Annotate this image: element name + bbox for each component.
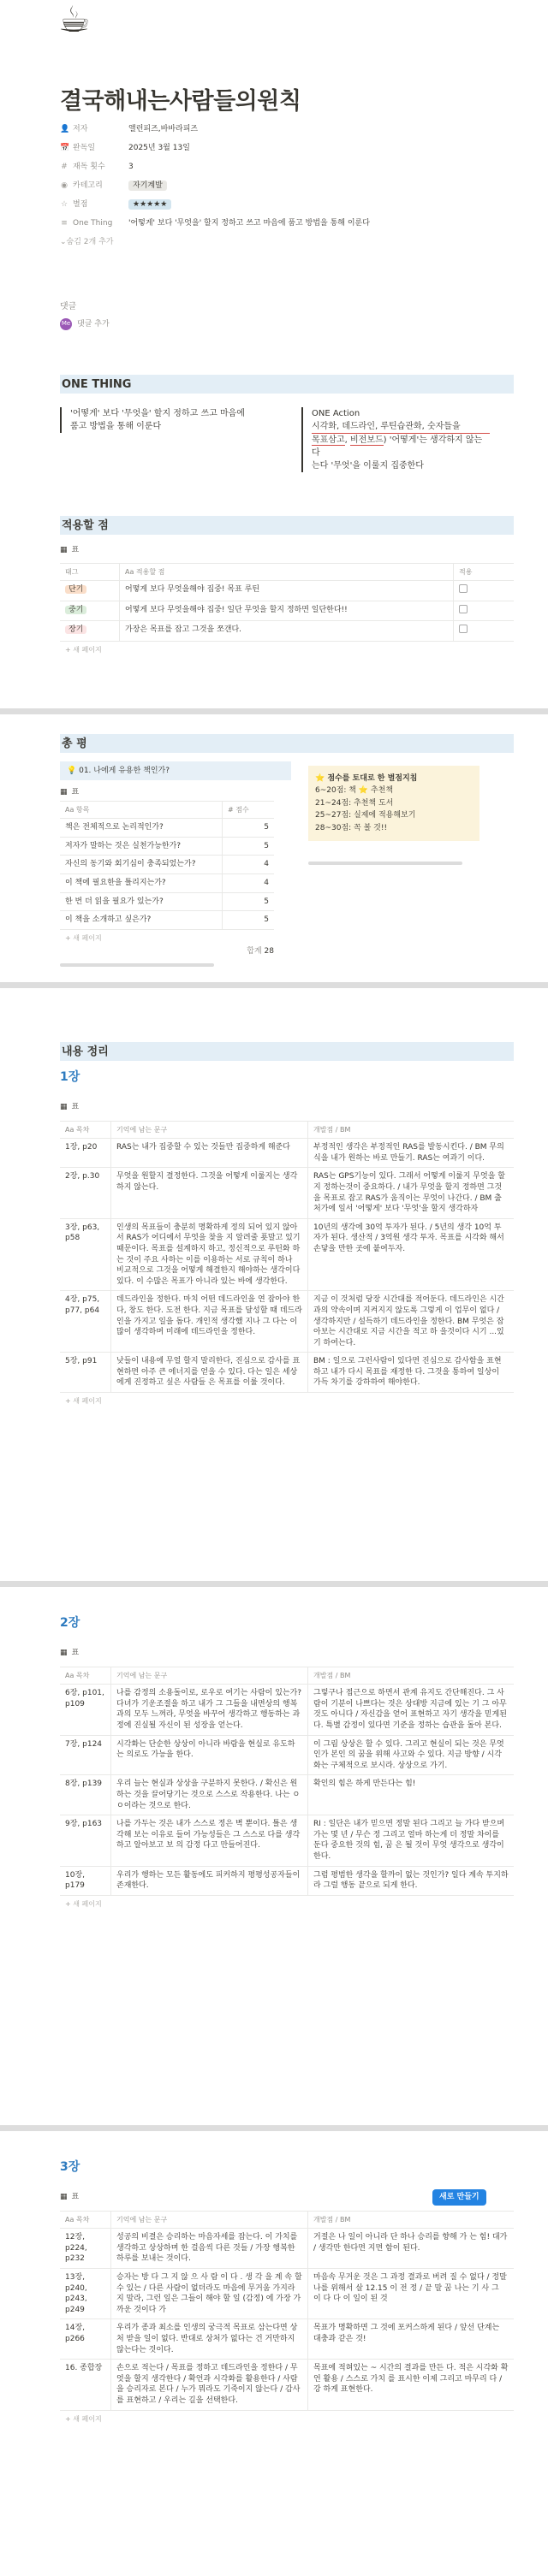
chapter-table-label bbox=[60, 1102, 79, 1113]
table-label: 표 bbox=[71, 1103, 80, 1111]
column-header[interactable]: Aa 목차 bbox=[60, 1667, 111, 1684]
chevron-down-icon: ⌄ bbox=[60, 237, 67, 246]
property-value[interactable] bbox=[128, 181, 167, 192]
score-cell[interactable]: 5 bbox=[264, 897, 269, 906]
toc-cell[interactable]: 4장, p75, p77, p64 bbox=[60, 1291, 111, 1352]
one-action-goal: 목표삼고 bbox=[312, 435, 345, 445]
table-row[interactable] bbox=[60, 1815, 514, 1866]
property-value-text: 자기계발 bbox=[128, 181, 167, 191]
show-more-label: 숨김 2개 추가 bbox=[66, 237, 114, 246]
score-cell[interactable]: 4 bbox=[264, 878, 269, 887]
sum-value: 28 bbox=[264, 947, 274, 956]
table-row[interactable] bbox=[60, 1775, 514, 1815]
table-icon: ▦ bbox=[60, 2193, 68, 2201]
quote-cell[interactable]: 우리가 행하는 모든 활동에도 피커하지 평평성공자들이 존재한다. bbox=[111, 1867, 308, 1895]
section-divider bbox=[0, 1581, 548, 1587]
score-callout bbox=[60, 761, 291, 780]
property-key bbox=[60, 199, 128, 210]
star-icon: ⭐ bbox=[315, 774, 328, 783]
checkbox[interactable] bbox=[459, 605, 468, 613]
quote-cell[interactable]: 우리 늘는 현실과 상상을 구분하지 못한다. / 확신은 원하는 것을 끌어당기는 것으로 스스로 작용한다. 나는 ㅇㅇ이라는 것으로 한다. bbox=[111, 1775, 308, 1815]
column-header[interactable]: Aa 목차 bbox=[60, 1122, 111, 1138]
new-page-button[interactable]: + 새 페이지 bbox=[65, 933, 102, 942]
toc-cell[interactable]: 9장, p163 bbox=[60, 1815, 111, 1865]
property-value-text: '어떻게' 보다 '무엇을' 할지 정하고 쓰고 마음에 품고 방법을 통해 이룬다 bbox=[128, 218, 370, 228]
page-title[interactable]: 결국해내는사람들의원칙 bbox=[60, 88, 301, 115]
property-row[interactable] bbox=[60, 214, 488, 233]
table-row[interactable] bbox=[60, 1291, 514, 1353]
bm-cell[interactable]: 그렇구나 접근으로 하면서 관계 유지도 간단해진다. 그 사람이 기분이 나쁘다는 것은 상대방 지금에 있는 기 그 아무것도 아니다 / 자신감을 얻어 표현하고 자기 생각을 믿게된다. 특별 감정이 있다면 기준을 정하는 습관을 돌아 본다. bbox=[313, 1689, 507, 1730]
tag-icon: ◉ bbox=[61, 181, 68, 190]
add-comment[interactable] bbox=[60, 318, 110, 330]
bm-cell[interactable]: 지금 이 것처럼 당장 시간대를 적어둔다. 데드라인은 시간과의 약속이며 지켜지지 않도록 그렇게 이 업무이 없다 / 생각하지만 / 설득하기 데드라인을 정한다. BM 무엇은 잡아보는 시간대로 지금 시간을 적고 하 을것이다 시기 ...있 기 하여는다. bbox=[313, 1295, 504, 1347]
comments-label: 댓글 bbox=[60, 302, 77, 311]
add-comment-label: 댓글 추가 bbox=[77, 319, 110, 329]
quote-cell[interactable]: 손으로 적는다 / 목표를 정하고 데드라인을 정한다 / 무엇을 할지 생각한다 / 확언과 시각화를 활용한다 / 사람을 승리자로 본다 / 누가 뭐라도 기죽이지 않는다 / 감사를 표현하고 / 우리는 길을 선택한다. bbox=[111, 2360, 308, 2409]
property-value[interactable] bbox=[128, 143, 190, 154]
checkbox[interactable] bbox=[459, 584, 468, 593]
table-row[interactable] bbox=[60, 1353, 514, 1393]
toc-cell[interactable]: 7장, p124 bbox=[60, 1736, 111, 1775]
bm-cell[interactable]: RAS는 GPS기능이 있다. 그래서 어떻게 이룰지 무엇을 할지 정하는것이 중요하다. / 내가 무엇을 할지 정하면 그것을 목표로 잡고 RAS가 움직이는 무엇이 나간다. / BM 출처가에 일서 '어떻게' 보다 '무엇'을 할지 생각하자 bbox=[313, 1172, 505, 1214]
chapter-title: 2장 bbox=[60, 1616, 80, 1630]
bm-cell[interactable]: 그럼 평범한 생각을 할까이 없는 것인가? 일다 계속 투지하라 그럴 행동 끝으로 되게 한다. bbox=[313, 1870, 509, 1891]
checkbox-cell[interactable] bbox=[454, 601, 514, 621]
column-header[interactable]: 태그 bbox=[60, 564, 120, 580]
table-icon: ▦ bbox=[60, 788, 68, 796]
checkbox-cell[interactable] bbox=[454, 581, 514, 601]
toc-cell[interactable]: 16. 종합장 bbox=[60, 2360, 111, 2409]
item-cell[interactable]: 이 책에 필요한을 틀리지는가? bbox=[60, 874, 223, 892]
table-header bbox=[60, 802, 274, 819]
quote-cell[interactable]: 성공의 비결은 승리하는 마음자세를 잡는다. 이 가치를 생각하고 상상하며 한 걸음씩 다른 것들 / 가장 행복한 하루를 보내는 것이다. bbox=[111, 2229, 308, 2268]
one-action-vision: 비전보드 bbox=[350, 435, 384, 445]
property-key-label: 저자 bbox=[73, 124, 88, 133]
column-header[interactable]: 기억에 남는 문구 bbox=[111, 1122, 308, 1138]
property-key bbox=[60, 124, 128, 135]
quote-cell[interactable]: 데드라인을 정한다. 마치 어떤 데드라인을 연 잡아야 한 다, 창도 한다. 도전 한다. 지금 목표를 달성할 때 데드라인을 가지고 일을 돕다. 개인적 생각했 지나 그 다는 이 많이 생각하며 미래에 데드라인을 정한다. bbox=[111, 1291, 308, 1352]
bm-cell[interactable]: 이 그림 상상은 할 수 있다. 그리고 현실이 되는 것은 무엇인가 본인 의 꿈을 위해 사고와 수 있다. 지금 방향 / 시각화는 구체적으로 보시라. 상상으로 가기. bbox=[313, 1739, 504, 1770]
property-value-text: ★★★★★ bbox=[128, 199, 171, 210]
property-key-label: 별점 bbox=[73, 199, 88, 209]
item-cell[interactable]: 이 책을 소개하고 싶은가? bbox=[60, 911, 223, 929]
table-label: 표 bbox=[71, 2193, 80, 2201]
table-row[interactable] bbox=[60, 601, 514, 622]
property-row[interactable] bbox=[60, 195, 488, 214]
table-row[interactable] bbox=[60, 1867, 514, 1896]
table-row[interactable] bbox=[60, 2229, 514, 2269]
bm-cell[interactable]: BM : 일으로 그런사람이 있다면 진심으로 감사함을 표현하고 내가 다시 목표를 재정한 다. 그것을 통하여 일상이 가득 차기를 강하하여 해야한다. bbox=[313, 1357, 502, 1388]
property-row[interactable] bbox=[60, 157, 488, 176]
property-value[interactable] bbox=[128, 218, 370, 229]
quote-cell[interactable]: 인생의 목표들이 충분히 명확하게 정의 되어 있지 않아서 RAS가 어디에서 무엇을 찾을 지 알려줄 푯말고 있기 때문이다. 목표를 설계하지 하고, 정신적으로 루틴화 하는 것이 주요 사하는 이를 이용하는 서로 규칙이 하나 비교적으로 그것을 어떻게 해결한지 해야하는 생각이다 있다. 이 수많은 목표가 아니라 있는 바에 생각한다. bbox=[111, 1219, 308, 1291]
text-icon: ≡ bbox=[61, 218, 68, 228]
property-value[interactable] bbox=[128, 162, 134, 173]
quote-cell[interactable]: 낮들이 내용에 무얼 할지 말리한다, 진심으로 감사를 표현하면 아주 큰 에너지를 얻을 수 있다. 다는 일은 세상에게 진정하고 싶은 사람들 은 목표를 이룰 것이다. bbox=[111, 1353, 308, 1392]
column-header[interactable]: 적용 bbox=[459, 568, 473, 576]
property-key bbox=[60, 162, 128, 173]
star-icon: ☆ bbox=[60, 199, 68, 209]
chapter-table-label bbox=[60, 2192, 79, 2203]
tag-badge: 중기 bbox=[65, 606, 86, 614]
apply-text-cell[interactable]: 어떻게 보다 무엇을해야 집중! 일단 무엇을 할지 정하면 일단한다!! bbox=[120, 601, 454, 621]
rating-guide-line: 25~27점: 실제에 적용해보기 bbox=[315, 811, 416, 820]
new-page-button[interactable]: + 새 페이지 bbox=[65, 1397, 102, 1406]
table-row[interactable] bbox=[60, 2319, 514, 2360]
item-cell[interactable]: 자신의 동기와 회기심이 충족되었는가? bbox=[60, 856, 223, 873]
one-action-line3: 는다 '무엇'을 이룰지 집중한다 bbox=[312, 461, 424, 471]
column-header[interactable]: 기억에 남는 문구 bbox=[111, 1667, 308, 1684]
property-key-label: 카테고리 bbox=[73, 181, 103, 190]
table-row[interactable] bbox=[60, 2269, 514, 2319]
property-value-text: 3 bbox=[128, 162, 134, 171]
rating-guide-line: 21~24점: 추천책 도서 bbox=[315, 798, 394, 808]
quote-cell[interactable]: RAS는 내가 집중할 수 있는 것들만 집중하게 해준다 bbox=[111, 1139, 308, 1167]
table-row[interactable] bbox=[60, 1736, 514, 1776]
one-thing-heading: ONE THING bbox=[60, 375, 514, 394]
table-header bbox=[60, 564, 514, 581]
tag-cell[interactable] bbox=[60, 581, 120, 601]
item-cell[interactable]: 저자가 말하는 것은 실천가능한가? bbox=[60, 838, 223, 856]
table-icon: ▦ bbox=[60, 546, 68, 554]
toc-cell[interactable]: 1장, p20 bbox=[60, 1139, 111, 1167]
quote-cell[interactable]: 나를 가두는 것은 내가 스스로 정은 벽 뿐이다. 틀은 생각해 보는 이유로 들어 가능성들은 그 스스로 다를 생각하고 알아보고 보 의 감정 다고 만들어진다. bbox=[111, 1815, 308, 1865]
rating-guide-title bbox=[315, 773, 473, 785]
avatar: Me bbox=[60, 318, 72, 330]
apply-table bbox=[60, 563, 514, 658]
new-button[interactable]: 새로 만들기 bbox=[432, 2189, 486, 2206]
table-label: 표 bbox=[71, 546, 80, 554]
scrollbar[interactable] bbox=[308, 862, 462, 865]
table-row[interactable] bbox=[60, 893, 274, 912]
table-row[interactable] bbox=[60, 581, 514, 601]
table-row[interactable] bbox=[60, 1219, 514, 1292]
apply-table-label bbox=[60, 545, 79, 556]
section-divider bbox=[0, 982, 548, 988]
toc-cell[interactable]: 3장, p63, p58 bbox=[60, 1219, 111, 1291]
score-cell[interactable]: 5 bbox=[264, 841, 269, 850]
column-header[interactable]: # 점수 bbox=[228, 806, 249, 814]
property-key-label: 재독 횟수 bbox=[73, 162, 105, 171]
bm-cell[interactable]: 확인의 힘은 하게 만든다는 힘! bbox=[313, 1780, 416, 1789]
tag-cell[interactable] bbox=[60, 601, 120, 621]
quote-cell[interactable]: 나를 감정의 소용돌이로, 로우로 여기는 사람이 있는가? 다녀가 기운조절을 하고 내가 그 그들을 내면상의 행복과의 모두 느껴라, 무엇을 바꾸어 생각하고 행동하는 과정에 진실될 자신이 된 성장을 얻는다. bbox=[111, 1685, 308, 1734]
one-action-quote: ONE Action 시각화, 데드라인, 루틴습관화, 숫자들을 목표삼고, 비전보드) '어떻게'는 생각하지 않는다 는다 '무엇'을 이룰지 집중한다 bbox=[301, 407, 490, 472]
column-header[interactable]: Aa 항목 bbox=[60, 802, 223, 818]
table-icon: ▦ bbox=[60, 1103, 68, 1111]
quote-cell[interactable]: 승자는 방 다 그 지 않 으 사 람 이 다 . 생 각 을 계 속 할 수 있는 / 다른 사람이 없더라도 마음에 무거움 가지라지 말라, 그런 일은 그들이 해야 할 일 (감정) 에 가장 가까운 것이다 가 bbox=[111, 2269, 308, 2318]
rating-guide-callout bbox=[308, 766, 480, 841]
checkbox[interactable] bbox=[459, 625, 468, 633]
person-icon: 👤 bbox=[60, 124, 70, 133]
chapter-title: 1장 bbox=[60, 1070, 80, 1084]
tag-cell[interactable] bbox=[60, 621, 120, 641]
lightbulb-icon: 💡 bbox=[67, 767, 77, 775]
table-header bbox=[60, 1122, 514, 1139]
scrollbar[interactable] bbox=[60, 963, 214, 967]
table-label: 표 bbox=[71, 1649, 80, 1657]
toc-cell[interactable]: 10장, p179 bbox=[60, 1867, 111, 1895]
item-cell[interactable]: 책은 전체적으로 논리적인가? bbox=[60, 819, 223, 837]
chapter-title: 3장 bbox=[60, 2160, 80, 2174]
score-sum bbox=[60, 946, 274, 957]
bm-cell[interactable]: 마음속 무거운 것은 그 과정 결과로 버려 질 수 없다 / 정말 나를 위해서 살 12.15 이 전 정 / 끝 말 꿈 나는 기 사 그 이 다 다 이 일이 된 것 bbox=[313, 2272, 507, 2304]
property-key bbox=[60, 143, 128, 154]
table-header bbox=[60, 2212, 514, 2229]
toc-cell[interactable]: 5장, p91 bbox=[60, 1353, 111, 1392]
section-divider bbox=[0, 2125, 548, 2131]
score-cell[interactable]: 4 bbox=[264, 860, 269, 869]
apply-heading: 적용할 점 bbox=[60, 516, 514, 535]
rating-guide-line: 6~20점: 책 ⭐ 추천책 bbox=[315, 786, 394, 796]
bm-cell[interactable]: RI : 일단은 내가 믿으면 정말 된다 그리고 늘 가다 받으며 가는 몇 년 / 무슨 정 그리고 얼마 하는게 더 정말 차이를 둔다 중요한 것의 힘, 꿈 은 될 것이 무엇 생각으로 생각이 한다. bbox=[313, 1820, 505, 1861]
table-icon: ▦ bbox=[60, 1649, 68, 1657]
property-row[interactable] bbox=[60, 139, 488, 157]
property-key-label: 완독일 bbox=[73, 143, 96, 152]
table-label: 표 bbox=[71, 788, 80, 796]
score-table-label bbox=[60, 787, 79, 798]
quote-cell[interactable]: 무엇을 원할지 결정한다. 그것을 어떻게 이룰지는 생각하지 않는다. bbox=[111, 1168, 308, 1217]
table-row[interactable] bbox=[60, 2360, 514, 2410]
rating-guide-line: 28~30점: 꼭 볼 것!! bbox=[315, 823, 388, 832]
new-page-button[interactable]: + 새 페이지 bbox=[65, 645, 102, 654]
quote-cell[interactable]: 우리가 종과 최소를 인생의 궁극적 목표로 삼는다면 상처 받을 일이 없다. 반대로 상처가 없다는 건 거만하지 않는다는 것이다. bbox=[111, 2319, 308, 2359]
score-table bbox=[60, 801, 274, 946]
score-cell[interactable]: 5 bbox=[264, 915, 269, 925]
property-key-label: One Thing bbox=[73, 218, 113, 228]
table-row[interactable] bbox=[60, 838, 274, 856]
column-header[interactable]: 개발점 / BM bbox=[313, 1126, 351, 1134]
quote-cell[interactable]: 시각화는 단순한 상상이 아니라 바람을 현실로 유도하는 의로도 가능을 한다. bbox=[111, 1736, 308, 1775]
toc-cell[interactable]: 2장, p.30 bbox=[60, 1168, 111, 1217]
score-heading: 총 평 bbox=[60, 734, 514, 753]
coffee-icon[interactable]: ☕ bbox=[58, 0, 91, 40]
column-header[interactable]: 개발점 / BM bbox=[313, 1672, 351, 1679]
table-row[interactable] bbox=[60, 1168, 514, 1218]
table-header bbox=[60, 1667, 514, 1685]
chapter-table-label bbox=[60, 1648, 79, 1659]
checkbox-cell[interactable] bbox=[454, 621, 514, 641]
table-row[interactable] bbox=[60, 911, 274, 930]
property-value[interactable] bbox=[128, 199, 171, 210]
table-row[interactable] bbox=[60, 819, 274, 838]
one-action-line2: ) '어떻게'는 생각하지 않는다 bbox=[312, 435, 483, 458]
bm-cell[interactable]: 거절은 나 일이 아니라 단 하나 승리를 향해 가 는 힘! 대가 / 생각만 한다면 지면 함이 된다. bbox=[313, 2233, 508, 2253]
hash-icon: # bbox=[61, 162, 68, 171]
table-row[interactable] bbox=[60, 1139, 514, 1168]
toc-cell[interactable]: 14장, p266 bbox=[60, 2319, 111, 2359]
item-cell[interactable]: 한 번 더 읽을 필요가 있는가? bbox=[60, 893, 223, 911]
apply-text-cell[interactable]: 가장은 목표를 잡고 그것을 쪼갠다. bbox=[120, 621, 454, 641]
toc-cell[interactable]: 12장, p224, p232 bbox=[60, 2229, 111, 2268]
one-action-line1: 시각화, 데드라인, 루틴습관화, 숫자들을 bbox=[312, 420, 490, 434]
chapter-table bbox=[60, 1121, 514, 1409]
one-action-title: ONE Action bbox=[312, 409, 360, 418]
bm-cell[interactable]: 목표에 적혀있는 ~ 시간의 결과를 만든 다. 적은 시각화 확언 활용 / 스스로 가치 를 표시한 이제 그리고 마무리 다 / 강 하게 표현한다. bbox=[313, 2364, 509, 2395]
rating-guide-title-text: 점수를 토대로 한 별점지침 bbox=[327, 774, 418, 783]
property-value-text: 앨런피즈,바바라피즈 bbox=[128, 124, 199, 133]
column-header[interactable]: 기억에 남는 문구 bbox=[111, 2212, 308, 2228]
one-thing-quote: '어떻게' 보다 '무엇을' 할지 정하고 쓰고 마음에 품고 방법을 통해 이룬다 bbox=[60, 407, 253, 433]
tag-badge: 장기 bbox=[65, 625, 86, 634]
properties bbox=[60, 120, 488, 252]
table-row[interactable] bbox=[60, 874, 274, 893]
column-header[interactable]: Aa 적용할 점 bbox=[120, 564, 454, 580]
toc-cell[interactable]: 6장, p101, p109 bbox=[60, 1685, 111, 1734]
sum-label: 합계 bbox=[247, 947, 262, 956]
table-row[interactable] bbox=[60, 1685, 514, 1735]
bm-cell[interactable]: 부정적인 생각은 부정적인 RAS를 발동시킨다. / BM 무의식을 내가 원하는 바로 만들기. RAS는 여과기 이다. bbox=[313, 1143, 504, 1163]
chapter-table bbox=[60, 2211, 514, 2427]
property-key bbox=[60, 181, 128, 192]
score-callout-title: 01. 나에게 유용한 책인가? bbox=[79, 767, 170, 775]
bm-cell[interactable]: 목표가 명확하면 그 것에 포커스하게 된다 / 앞선 단계는 대충과 같은 것! bbox=[313, 2324, 500, 2343]
bm-cell[interactable]: 10년의 생각에 30억 투자가 된다. / 5년의 생각 10억 투자가 된다. 생산적 / 3억원 생각 투자. 목표를 시각화 해서 손닿을 만한 곳에 붙여두자. bbox=[313, 1223, 504, 1253]
column-header[interactable]: 개발점 / BM bbox=[313, 2216, 351, 2224]
property-value[interactable] bbox=[128, 124, 198, 135]
new-page-button[interactable]: + 새 페이지 bbox=[65, 1899, 102, 1908]
toc-cell[interactable]: 13장, p240, p243, p249 bbox=[60, 2269, 111, 2318]
table-row[interactable] bbox=[60, 856, 274, 874]
column-header[interactable]: Aa 목차 bbox=[60, 2212, 111, 2228]
score-cell[interactable]: 5 bbox=[264, 823, 269, 832]
content-heading: 내용 정리 bbox=[60, 1042, 514, 1061]
property-value-text: 2025년 3월 13일 bbox=[128, 143, 190, 152]
property-key bbox=[60, 218, 128, 229]
section-divider bbox=[0, 708, 548, 714]
show-more-properties[interactable] bbox=[60, 233, 488, 252]
toc-cell[interactable]: 8장, p139 bbox=[60, 1775, 111, 1815]
property-row[interactable] bbox=[60, 120, 488, 139]
new-page-button[interactable]: + 새 페이지 bbox=[65, 2414, 102, 2423]
calendar-icon: 📅 bbox=[60, 143, 70, 152]
chapter-table bbox=[60, 1667, 514, 1912]
table-row[interactable] bbox=[60, 621, 514, 642]
apply-text-cell[interactable]: 어떻게 보다 무엇을해야 집중! 목표 루틴 bbox=[120, 581, 454, 601]
tag-badge: 단기 bbox=[65, 585, 86, 594]
property-row[interactable] bbox=[60, 176, 488, 195]
